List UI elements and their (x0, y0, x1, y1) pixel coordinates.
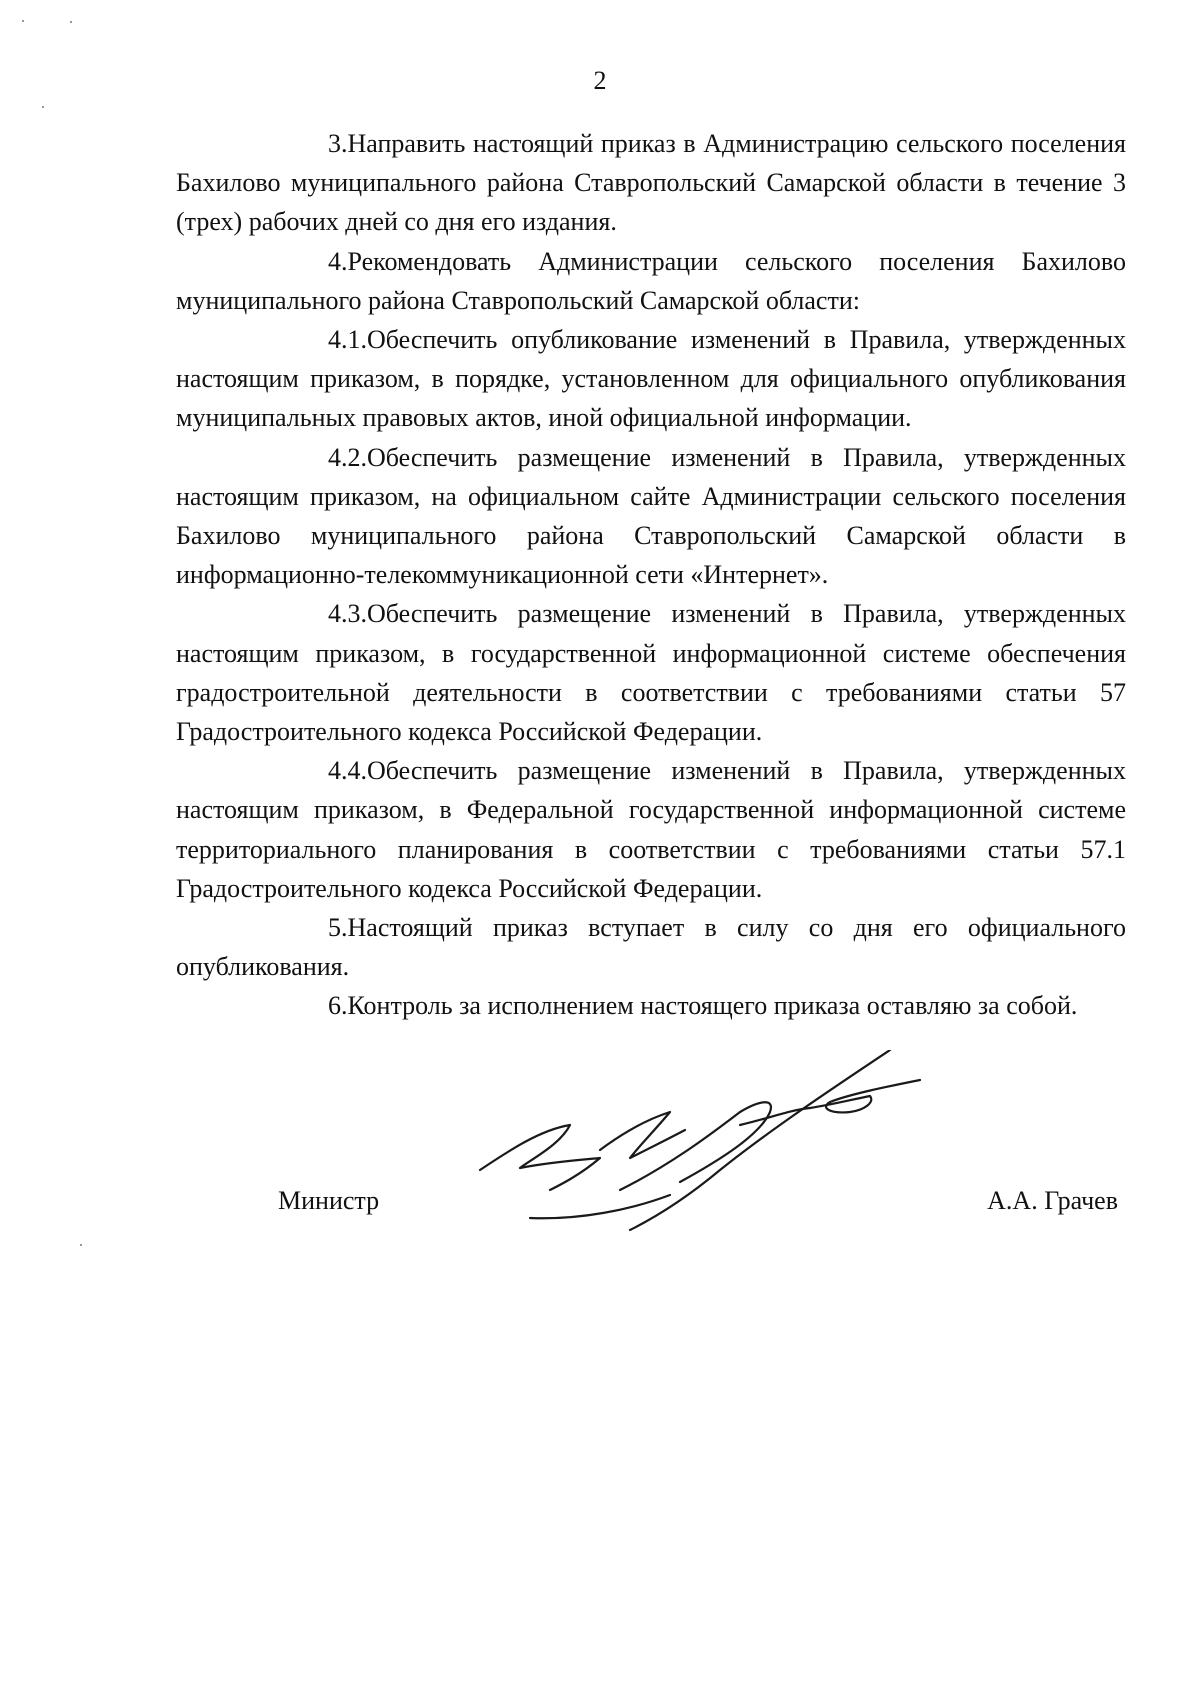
paragraph-text: Обеспечить размещение изменений в Правила, утвержденных настоящим приказом, на официальном сайте Администрации сельского поселения Бахилово муниципального района Ставропольский Самарской области в информационно-телекоммуникационной сети «Интернет». (176, 442, 1126, 590)
paragraph-number: 4.3. (328, 599, 367, 629)
paragraph-4-1 (176, 320, 1126, 438)
paragraph-4 (176, 242, 1126, 320)
paragraph-text: Направить настоящий приказ в Администрацию сельского поселения Бахилово муниципального района Ставропольский Самарской области в течение 3 (трех) рабочих дней со дня его издания. (176, 129, 1126, 237)
paragraph-text: Обеспечить размещение изменений в Правила, утвержденных настоящим приказом, в государственной информационной системе обеспечения градостроительной деятельности в соответствии с требованиями статьи 57 Градостроительного кодекса Российской Федерации. (176, 599, 1126, 747)
scan-speck (42, 106, 44, 108)
document-body (176, 124, 1126, 1026)
paragraph-number: 4. (328, 246, 348, 276)
paragraph-3 (176, 124, 1126, 242)
paragraph-number: 3. (328, 129, 348, 158)
page-number: 2 (593, 66, 607, 95)
scan-speck (22, 20, 24, 22)
paragraph-5 (176, 908, 1126, 986)
paragraph-text: Обеспечить размещение изменений в Правила, утвержденных настоящим приказом, в Федеральной государственной информационной системе территориального планирования в соответствии с требованиями статьи 57.1 Градостроительного кодекса Российской Федерации. (176, 756, 1126, 903)
signature-stroke (620, 1102, 771, 1190)
paragraph-number: 4.1. (328, 325, 367, 355)
signatory-name: А.А. Грачев (987, 1186, 1118, 1215)
scan-speck (80, 1244, 82, 1246)
signature-block (0, 1185, 1200, 1225)
signatory-title: Министр (278, 1186, 380, 1215)
paragraph-number: 4.4. (328, 756, 367, 786)
paragraph-text: Контроль за исполнением настоящего приказа оставляю за собой. (347, 991, 1078, 1021)
paragraph-text: Рекомендовать Администрации сельского поселения Бахилово муниципального района Ставропольский Самарской области: (176, 246, 1126, 315)
signature-stroke (600, 1112, 685, 1158)
paragraph-4-4 (176, 751, 1126, 908)
signature-stroke (480, 1125, 600, 1190)
paragraph-6 (176, 986, 1126, 1025)
paragraph-number: 5. (328, 913, 348, 943)
paragraph-text: Обеспечить опубликование изменений в Правила, утвержденных настоящим приказом, в порядке, установленном для официального опубликования муниципальных правовых актов, иной официальной информации. (176, 325, 1126, 433)
paragraph-number: 4.2. (328, 442, 367, 472)
paragraph-4-3 (176, 594, 1126, 751)
paragraph-number: 6. (328, 991, 348, 1021)
paragraph-4-2 (176, 438, 1126, 595)
scan-speck (70, 21, 72, 23)
paragraph-text: Настоящий приказ вступает в силу со дня его официального опубликования. (176, 913, 1126, 982)
